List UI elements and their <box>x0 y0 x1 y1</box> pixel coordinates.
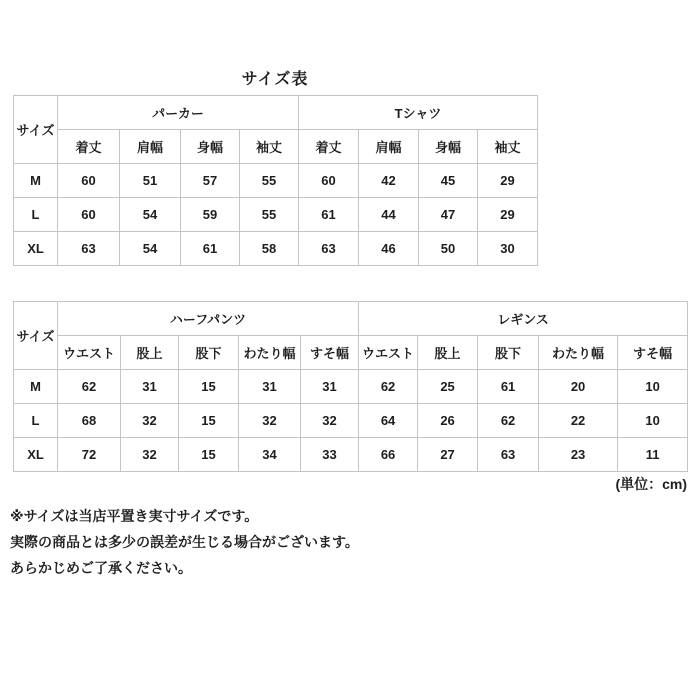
size-column-header: サイズ <box>14 302 58 370</box>
measurement-value-cell: 51 <box>120 164 181 198</box>
size-label-cell: XL <box>14 438 58 472</box>
measurement-column-header: わたり幅 <box>239 336 301 370</box>
measurement-column-header: ウエスト <box>58 336 121 370</box>
measurement-header-row <box>14 336 688 370</box>
bottoms-size-table <box>13 301 688 472</box>
measurement-value-cell: 25 <box>418 370 478 404</box>
measurement-value-cell: 20 <box>539 370 618 404</box>
size-row <box>14 370 688 404</box>
measurement-value-cell: 11 <box>618 438 688 472</box>
measurement-value-cell: 54 <box>120 198 181 232</box>
measurement-value-cell: 61 <box>181 232 240 266</box>
measurement-value-cell: 15 <box>179 370 239 404</box>
measurement-value-cell: 32 <box>121 404 179 438</box>
measurement-column-header: 股上 <box>121 336 179 370</box>
size-label-cell: L <box>14 198 58 232</box>
measurement-column-header: 袖丈 <box>478 130 538 164</box>
measurement-value-cell: 15 <box>179 438 239 472</box>
size-column-header: サイズ <box>14 96 58 164</box>
measurement-value-cell: 32 <box>121 438 179 472</box>
measurement-value-cell: 61 <box>299 198 359 232</box>
measurement-value-cell: 15 <box>179 404 239 438</box>
size-row <box>14 198 538 232</box>
measurement-value-cell: 64 <box>359 404 418 438</box>
size-label-cell: M <box>14 164 58 198</box>
garment-group-header: レギンス <box>359 302 688 336</box>
measurement-value-cell: 23 <box>539 438 618 472</box>
size-tables-container <box>0 95 700 472</box>
group-header-row <box>14 96 538 130</box>
measurement-value-cell: 60 <box>58 164 120 198</box>
measurement-value-cell: 62 <box>478 404 539 438</box>
measurement-column-header: 股下 <box>478 336 539 370</box>
footnotes <box>10 503 700 581</box>
measurement-value-cell: 72 <box>58 438 121 472</box>
measurement-value-cell: 33 <box>301 438 359 472</box>
measurement-value-cell: 22 <box>539 404 618 438</box>
measurement-value-cell: 54 <box>120 232 181 266</box>
measurement-value-cell: 63 <box>478 438 539 472</box>
measurement-column-header: ウエスト <box>359 336 418 370</box>
measurement-column-header: 股上 <box>418 336 478 370</box>
measurement-value-cell: 47 <box>419 198 478 232</box>
measurement-value-cell: 50 <box>419 232 478 266</box>
page-title: サイズ表 <box>241 71 309 88</box>
measurement-column-header: 袖丈 <box>240 130 299 164</box>
size-label-cell: XL <box>14 232 58 266</box>
measurement-column-header: 股下 <box>179 336 239 370</box>
tops-size-table <box>13 95 538 266</box>
size-row <box>14 404 688 438</box>
measurement-value-cell: 34 <box>239 438 301 472</box>
unit-note: (単位：cm) <box>615 476 687 492</box>
measurement-value-cell: 55 <box>240 198 299 232</box>
measurement-value-cell: 57 <box>181 164 240 198</box>
measurement-value-cell: 66 <box>359 438 418 472</box>
garment-group-header: ハーフパンツ <box>58 302 359 336</box>
size-label-cell: M <box>14 370 58 404</box>
measurement-value-cell: 60 <box>299 164 359 198</box>
measurement-value-cell: 29 <box>478 198 538 232</box>
measurement-value-cell: 31 <box>121 370 179 404</box>
measurement-value-cell: 59 <box>181 198 240 232</box>
measurement-value-cell: 29 <box>478 164 538 198</box>
measurement-value-cell: 62 <box>359 370 418 404</box>
measurement-value-cell: 63 <box>58 232 120 266</box>
measurement-column-header: 着丈 <box>299 130 359 164</box>
measurement-value-cell: 32 <box>239 404 301 438</box>
measurement-value-cell: 60 <box>58 198 120 232</box>
measurement-value-cell: 62 <box>58 370 121 404</box>
measurement-column-header: すそ幅 <box>301 336 359 370</box>
measurement-header-row <box>14 130 538 164</box>
size-label-cell: L <box>14 404 58 438</box>
measurement-value-cell: 30 <box>478 232 538 266</box>
measurement-value-cell: 26 <box>418 404 478 438</box>
size-row <box>14 164 538 198</box>
measurement-value-cell: 44 <box>359 198 419 232</box>
measurement-value-cell: 45 <box>419 164 478 198</box>
garment-group-header: パーカー <box>58 96 299 130</box>
measurement-value-cell: 55 <box>240 164 299 198</box>
measurement-value-cell: 32 <box>301 404 359 438</box>
group-header-row <box>14 302 688 336</box>
measurement-value-cell: 31 <box>239 370 301 404</box>
measurement-column-header: 身幅 <box>181 130 240 164</box>
measurement-column-header: 肩幅 <box>359 130 419 164</box>
measurement-column-header: 肩幅 <box>120 130 181 164</box>
measurement-column-header: 身幅 <box>419 130 478 164</box>
measurement-value-cell: 58 <box>240 232 299 266</box>
measurement-value-cell: 10 <box>618 370 688 404</box>
measurement-value-cell: 63 <box>299 232 359 266</box>
footnote-line: あらかじめご了承ください。 <box>10 560 192 576</box>
footnote-line: 実際の商品とは多少の誤差が生じる場合がございます。 <box>10 534 359 550</box>
measurement-value-cell: 46 <box>359 232 419 266</box>
measurement-column-header: わたり幅 <box>539 336 618 370</box>
measurement-value-cell: 10 <box>618 404 688 438</box>
measurement-column-header: すそ幅 <box>618 336 688 370</box>
measurement-value-cell: 31 <box>301 370 359 404</box>
measurement-value-cell: 42 <box>359 164 419 198</box>
measurement-value-cell: 61 <box>478 370 539 404</box>
size-row <box>14 438 688 472</box>
measurement-column-header: 着丈 <box>58 130 120 164</box>
measurement-value-cell: 27 <box>418 438 478 472</box>
size-row <box>14 232 538 266</box>
garment-group-header: Tシャツ <box>299 96 538 130</box>
measurement-value-cell: 68 <box>58 404 121 438</box>
footnote-line: ※サイズは当店平置き実寸サイズです。 <box>10 508 259 524</box>
